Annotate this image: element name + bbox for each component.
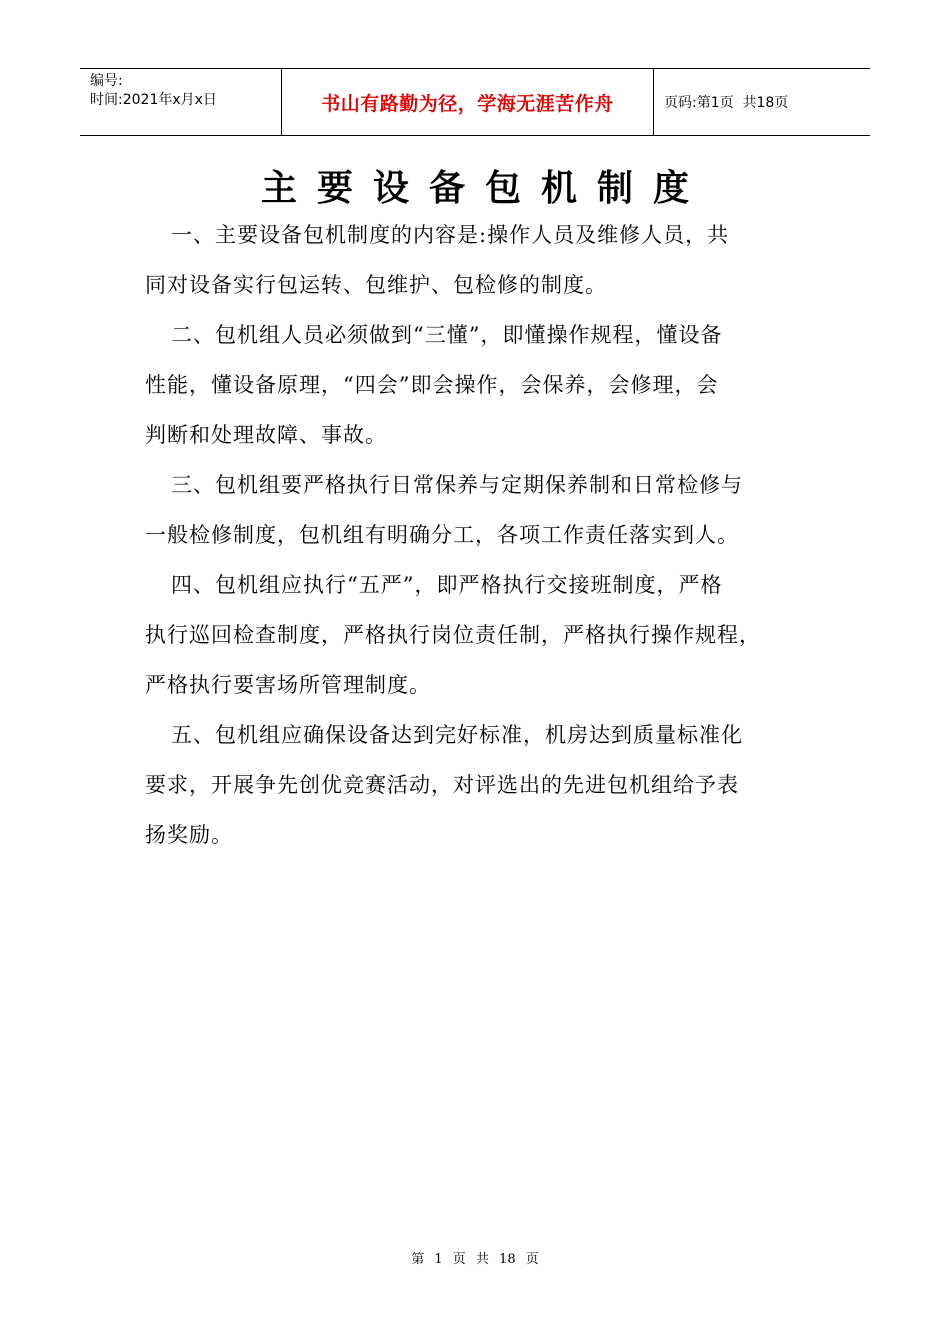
document-header-table	[80, 68, 870, 136]
paragraph-1	[145, 210, 810, 310]
document-body	[145, 210, 810, 860]
document-title: 主要设备包机制度	[260, 168, 709, 209]
paragraph-line: 要求，开展争先创优竞赛活动，对评选出的先进包机组给予表	[145, 773, 739, 797]
header-meta-cell	[80, 69, 282, 135]
number-label: 编号:	[90, 73, 123, 89]
paragraph-line: 一般检修制度，包机组有明确分工，各项工作责任落实到人。	[145, 523, 739, 547]
paragraph-line: 性能，懂设备原理，“四会”即会操作，会保养，会修理，会	[145, 373, 719, 397]
paragraph-line: 五、包机组应确保设备达到完好标准，机房达到质量标准化	[171, 723, 743, 747]
page-info: 页码:第1页 共18页	[664, 95, 789, 111]
paragraph-line: 同对设备实行包运转、包维护、包检修的制度。	[145, 273, 607, 297]
paragraph-line: 严格执行要害场所管理制度。	[145, 673, 431, 697]
time-label: 时间:2021年x月x日	[90, 92, 217, 108]
motto-text: 书山有路勤为径，学海无涯苦作舟	[321, 92, 614, 115]
paragraph-2	[145, 310, 810, 460]
header-page-cell	[654, 69, 870, 135]
paragraph-line: 扬奖励。	[145, 823, 233, 847]
paragraph-line: 二、包机组人员必须做到“三懂”，即懂操作规程，懂设备	[171, 323, 723, 347]
paragraph-3	[145, 460, 810, 560]
paragraph-line: 执行巡回检查制度，严格执行岗位责任制，严格执行操作规程，	[145, 623, 761, 647]
paragraph-line: 三、包机组要严格执行日常保养与定期保养制和日常检修与	[171, 473, 743, 497]
paragraph-4	[145, 560, 810, 710]
paragraph-5	[145, 710, 810, 860]
header-motto-cell	[282, 69, 654, 135]
paragraph-line: 判断和处理故障、事故。	[145, 423, 387, 447]
paragraph-line: 四、包机组应执行“五严”，即严格执行交接班制度，严格	[171, 573, 723, 597]
paragraph-line: 一、主要设备包机制度的内容是:操作人员及维修人员，共	[171, 223, 730, 247]
page-footer: 第 1 页 共 18 页	[411, 1252, 539, 1267]
